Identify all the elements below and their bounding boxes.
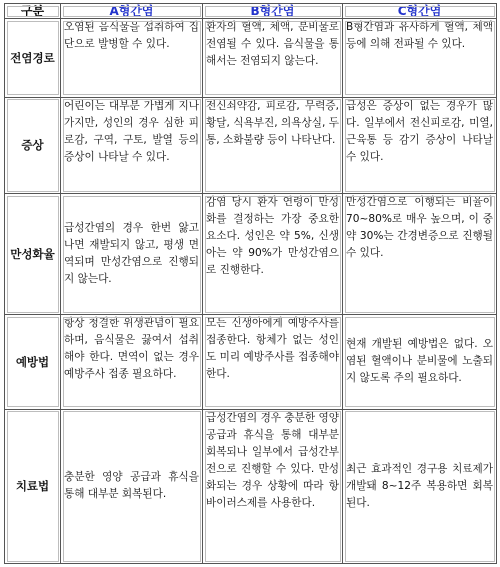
column-header-hepatitis-b: B형간염	[203, 4, 343, 19]
cell-chronicity-b: 감염 당시 환자 연령이 만성화를 결정하는 가장 중요한 요소다. 성인은 약 5%, 신생아는 약 90%가 만성간염으로 진행한다.	[203, 194, 343, 315]
table-row-transmission	[5, 19, 497, 98]
cell-transmission-b: 환자의 혈액, 체액, 분비물로 전염될 수 있다. 음식물을 통해서는 전염되지 않는다.	[203, 19, 343, 98]
table-row-treatment	[5, 409, 497, 563]
cell-treatment-a: 충분한 영양 공급과 휴식을 통해 대부분 회복된다.	[61, 409, 203, 563]
cell-chronicity-c: 만성간염으로 이행되는 비율이 70~80%로 매우 높으며, 이 중 약 30%는 간경변증으로 진행될 수 있다.	[343, 194, 497, 315]
table-row-symptoms	[5, 97, 497, 194]
header-row	[5, 4, 497, 19]
table-row-chronicity	[5, 194, 497, 315]
cell-treatment-c: 최근 효과적인 경구용 치료제가 개발돼 8~12주 복용하면 회복된다.	[343, 409, 497, 563]
column-header-hepatitis-c: C형간염	[343, 4, 497, 19]
cell-chronicity-a: 급성간염의 경우 한번 앓고 나면 재발되지 않고, 평생 면역되며 만성간염으로 진행되지 않는다.	[61, 194, 203, 315]
cell-symptoms-c: 급성은 증상이 없는 경우가 많다. 일부에서 전신피로감, 미열, 근육통 등 감기 증상이 나타날 수 있다.	[343, 97, 497, 194]
table-row-prevention	[5, 315, 497, 410]
column-header-hepatitis-a: A형간염	[61, 4, 203, 19]
cell-transmission-c: B형간염과 유사하게 혈액, 체액 등에 의해 전파될 수 있다.	[343, 19, 497, 98]
hepatitis-comparison-table	[4, 3, 497, 564]
cell-transmission-a: 오염된 음식물을 섭취하여 집단으로 발병할 수 있다.	[61, 19, 203, 98]
cell-symptoms-a: 어린이는 대부분 가볍게 지나가지만, 성인의 경우 심한 피로감, 구역, 구토, 발열 등의 증상이 나타날 수 있다.	[61, 97, 203, 194]
row-header-symptoms: 증상	[5, 97, 61, 194]
cell-treatment-b: 급성간염의 경우 충분한 영양 공급과 휴식을 통해 대부분 회복되나 일부에서 급성간부전으로 진행할 수 있다. 만성화되는 경우 상황에 따라 항바이러스제를 사용한다.	[203, 409, 343, 563]
corner-header: 구분	[5, 4, 61, 19]
row-header-chronicity: 만성화율	[5, 194, 61, 315]
cell-symptoms-b: 전신쇠약감, 피로감, 무력증, 황달, 식욕부진, 의욕상실, 두통, 소화불량 등이 나타난다.	[203, 97, 343, 194]
row-header-prevention: 예방법	[5, 315, 61, 410]
cell-prevention-a: 항상 청결한 위생관념이 필요하며, 음식물은 끓여서 섭취해야 한다. 면역이 없는 경우 예방주사 접종 필요하다.	[61, 315, 203, 410]
cell-prevention-c: 현재 개발된 예방법은 없다. 오염된 혈액이나 분비물에 노출되지 않도록 주의 필요하다.	[343, 315, 497, 410]
row-header-treatment: 치료법	[5, 409, 61, 563]
cell-prevention-b: 모든 신생아에게 예방주사를 접종한다. 항체가 없는 성인도 미리 예방주사를 접종해야 한다.	[203, 315, 343, 410]
row-header-transmission: 전염경로	[5, 19, 61, 98]
